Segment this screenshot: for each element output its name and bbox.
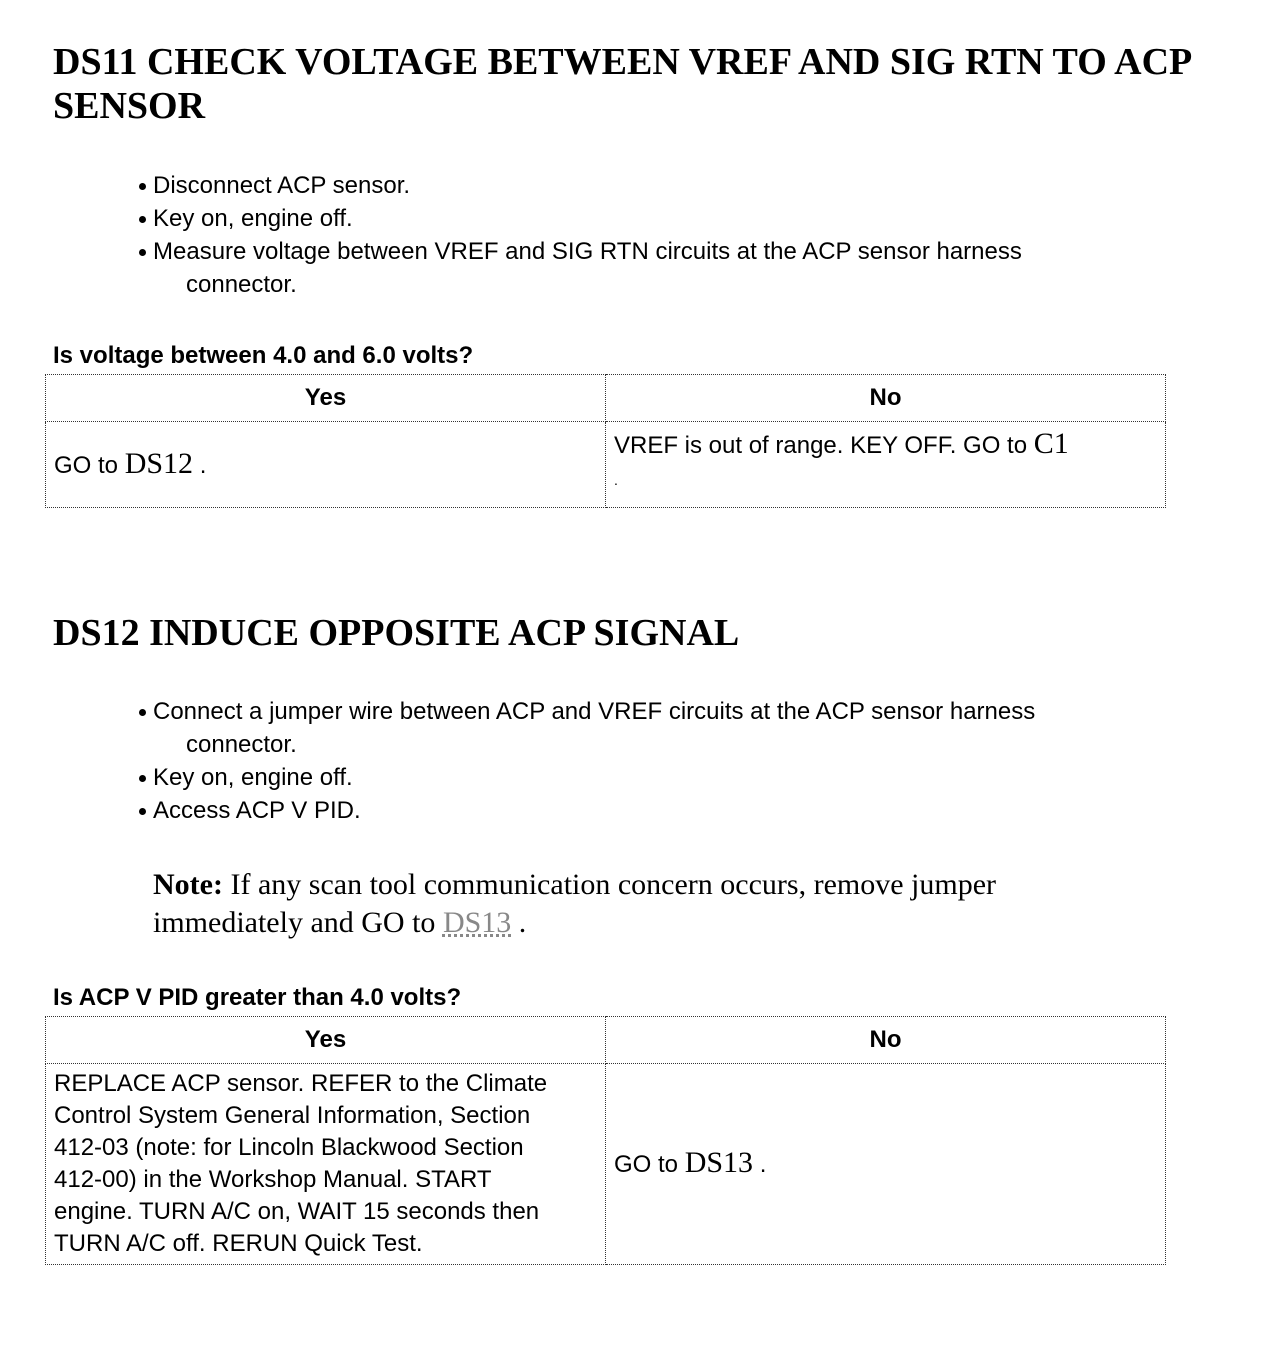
ds13-link[interactable]: DS13: [684, 1146, 754, 1179]
list-item: Key on, engine off.: [136, 202, 1196, 235]
ds13-link[interactable]: DS13: [442, 906, 512, 939]
ds12-title: DS12 INDUCE OPPOSITE ACP SIGNAL: [53, 612, 740, 654]
ds12-no-cell: GO to DS13 .: [606, 1064, 1166, 1265]
ds11-step-list: [136, 169, 1196, 301]
ds11-question: Is voltage between 4.0 and 6.0 volts?: [53, 342, 474, 369]
ds11-answer-table: [45, 374, 1166, 508]
list-item: Key on, engine off.: [136, 761, 1216, 794]
ds12-link[interactable]: DS12: [124, 446, 194, 480]
ds11-yes-cell: GO to DS12 .: [46, 422, 606, 508]
ds12-note: Note: If any scan tool communication concern occurs, remove jumper immediately and GO to DS13 .: [153, 868, 997, 939]
ds11-no-cell: VREF is out of range. KEY OFF. GO to C1 .: [606, 422, 1166, 508]
ds12-yes-cell: REPLACE ACP sensor. REFER to the Climate Control System General Information, Section 412-03 (note: for Lincoln Blackwood Section 412-00) in the Workshop Manual. START engine. TURN A/C on, WAIT 15 seconds then TURN A/C off. RERUN Quick Test.: [46, 1064, 606, 1265]
list-item: Access ACP V PID.: [136, 794, 1216, 827]
c1-link[interactable]: C1: [1033, 427, 1069, 460]
no-header: No: [606, 1017, 1166, 1064]
no-header: No: [606, 375, 1166, 422]
yes-header: Yes: [46, 1017, 606, 1064]
ds12-step-list: [136, 695, 1216, 827]
list-item: Connect a jumper wire between ACP and VREF circuits at the ACP sensor harness connector.: [136, 695, 1216, 761]
list-item: Disconnect ACP sensor.: [136, 169, 1196, 202]
ds11-title: DS11 CHECK VOLTAGE BETWEEN VREF AND SIG RTN TO ACP SENSOR: [53, 41, 1191, 127]
yes-header: Yes: [46, 375, 606, 422]
ds12-answer-table: [45, 1016, 1166, 1265]
ds12-question: Is ACP V PID greater than 4.0 volts?: [53, 984, 462, 1011]
list-item: Measure voltage between VREF and SIG RTN circuits at the ACP sensor harness connector.: [136, 235, 1196, 301]
